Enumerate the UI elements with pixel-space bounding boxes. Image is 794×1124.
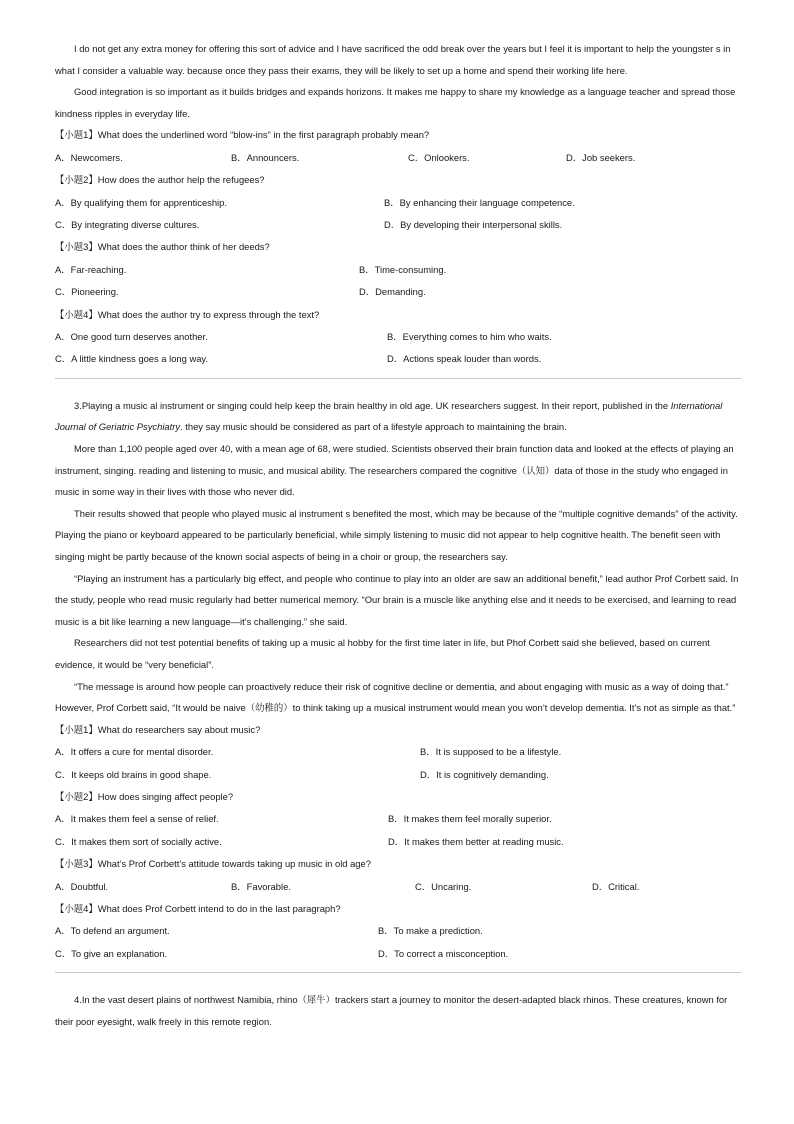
option: A．It offers a cure for mental disorder. — [55, 746, 214, 758]
options-row — [55, 876, 739, 898]
options-row — [55, 281, 739, 303]
question-stem: 【小题3】What’s Prof Corbett’s attitude towards taking up music in old age? — [55, 858, 371, 870]
passage4-paragraph-1: 4.In the vast desert plains of northwest Namibia, rhino（犀牛）trackers start a journey to monitor the desert-adapted black rhinos. These creatures, known for their poor eyesight, walk freely in this remote region. — [55, 994, 728, 1027]
option: C．Onlookers. — [408, 151, 470, 163]
question-stem: 【小题3】What does the author think of her deeds? — [55, 241, 270, 253]
option: A．One good turn deserves another. — [55, 331, 208, 343]
option: D．Job seekers. — [566, 151, 636, 163]
option: C．To give an explanation. — [55, 947, 168, 959]
option: B．Favorable. — [231, 880, 291, 892]
journal-title: International Journal of Geriatric Psychiatry — [55, 399, 723, 433]
options-row — [55, 920, 739, 942]
option: B．By enhancing their language competence. — [384, 196, 575, 208]
question-stem: 【小题2】How does singing affect people? — [55, 790, 234, 802]
passage3-paragraph-6: “The message is around how people can proactively reduce their risk of cognitive decline or dementia, and about engaging with music as a way of doing that.” However, Prof Corbett said, “It would be naive（幼稚的）to think taking up a musical instrument would mean you won’t develop dementia. It’s not as simple as that.” — [55, 680, 736, 714]
options-row — [55, 214, 739, 236]
option: A．By qualifying them for apprenticeship. — [55, 196, 227, 208]
passage3-paragraph-2: More than 1,100 people aged over 40, with a mean age of 68, were studied. Scientists observed their brain function data and looked at the effects of playing an instrument, singing. reading and listening to music, and musical ability. The researchers compared the cognitive（认知）data of those in the study who engaged in music in some way in their lives with those who never did. — [55, 443, 734, 498]
section-divider — [55, 378, 741, 379]
option: D．By developing their interpersonal skills. — [384, 219, 563, 230]
options-row — [55, 764, 739, 786]
document-page — [55, 38, 739, 1032]
option: C．Uncaring. — [415, 880, 472, 892]
passage3-paragraph-3: Their results showed that people who played music al instrument s benefited the most, which may be because of the “multiple cognitive demands” of the activity. Playing the piano or keyboard appeared to be particularly beneficial, while simply listening to music did not appear to help cognitive health. The benefit seen with singing might be partly because of the known social aspects of being in a choir or group, the researchers say. — [55, 507, 738, 562]
option: D．Demanding. — [359, 286, 426, 298]
option: A．It makes them feel a sense of relief. — [55, 813, 219, 825]
question-stem: 【小题4】What does the author try to express through the text? — [55, 308, 320, 320]
passage2-paragraph-2: Good integration is so important as it builds bridges and expands horizons. It makes me happy to share my knowledge as a language teacher and spread those kindness ripples in everyday life. — [55, 86, 736, 119]
option: C．It keeps old brains in good shape. — [55, 768, 212, 780]
option: A．To defend an argument. — [55, 925, 170, 937]
options-row — [55, 192, 739, 214]
options-row — [55, 831, 739, 853]
option: B．It makes them feel morally superior. — [388, 813, 552, 825]
option: B．Announcers. — [231, 151, 300, 163]
question-stem: 【小题2】How does the author help the refugees? — [55, 174, 265, 186]
options-row — [55, 808, 739, 830]
options-row — [55, 326, 739, 348]
option: C．It makes them sort of socially active. — [55, 835, 222, 847]
option: C．By integrating diverse cultures. — [55, 219, 200, 230]
option: A．Newcomers. — [55, 151, 123, 163]
options-row — [55, 943, 739, 965]
option: C．A little kindness goes a long way. — [55, 353, 209, 365]
option: A．Doubtful. — [55, 880, 109, 892]
text: 3.Playing a music al instrument or singing could help keep the brain healthy in old age. UK researchers suggest. In their report, published in the — [74, 399, 669, 411]
options-row — [55, 259, 739, 281]
passage2-paragraph-1: I do not get any extra money for offering this sort of advice and I have sacrificed the odd break over the years but I feel it is important to help the youngster s in what I consider a valuable way. because once they pass their exams, they will be likely to set up a home and spend their working life here. — [55, 43, 731, 76]
option: D．It is cognitively demanding. — [420, 768, 549, 780]
text: . they say music should be considered as part of a lifestyle approach to maintaining the brain. — [180, 421, 567, 433]
option: A．Far-reaching. — [55, 263, 127, 275]
question-stem: 【小题1】What do researchers say about music? — [55, 723, 261, 735]
option: B．Everything comes to him who waits. — [387, 331, 552, 343]
passage3-paragraph-5: Researchers did not test potential benefits of taking up a music al hobby for the first time later in life, but Phof Corbett said she believed, based on current evidence, it would be “very beneficial”. — [55, 637, 710, 670]
section-divider — [55, 972, 741, 973]
question-stem: 【小题4】What does Prof Corbett intend to do in the last paragraph? — [55, 903, 341, 914]
passage3-paragraph-1 — [55, 395, 739, 438]
option: D．Actions speak louder than words. — [387, 353, 542, 365]
option: B．Time-consuming. — [359, 263, 447, 275]
passage3-paragraph-4: “Playing an instrument has a particularly big effect, and people who continue to play into an older are saw an additional benefit,” lead author Prof Corbett said. In the study, people who read music regularly had better numerical memory. “Our brain is a muscle like anything else and it needs to be exercised, and learning to read music is a bit like learning a new language—it’s challenging.” she said. — [55, 572, 739, 627]
options-row — [55, 348, 739, 370]
option: B．To make a prediction. — [378, 925, 483, 937]
option: D．To correct a misconception. — [378, 947, 509, 959]
option: C．Pioneering. — [55, 286, 119, 298]
question-stem: 【小题1】What does the underlined word “blow-ins” in the first paragraph probably mean? — [55, 129, 430, 141]
option: D．Critical. — [592, 880, 640, 892]
option: B．It is supposed to be a lifestyle. — [420, 746, 562, 758]
options-row — [55, 741, 739, 763]
option: D．It makes them better at reading music. — [388, 835, 564, 847]
options-row — [55, 147, 739, 169]
